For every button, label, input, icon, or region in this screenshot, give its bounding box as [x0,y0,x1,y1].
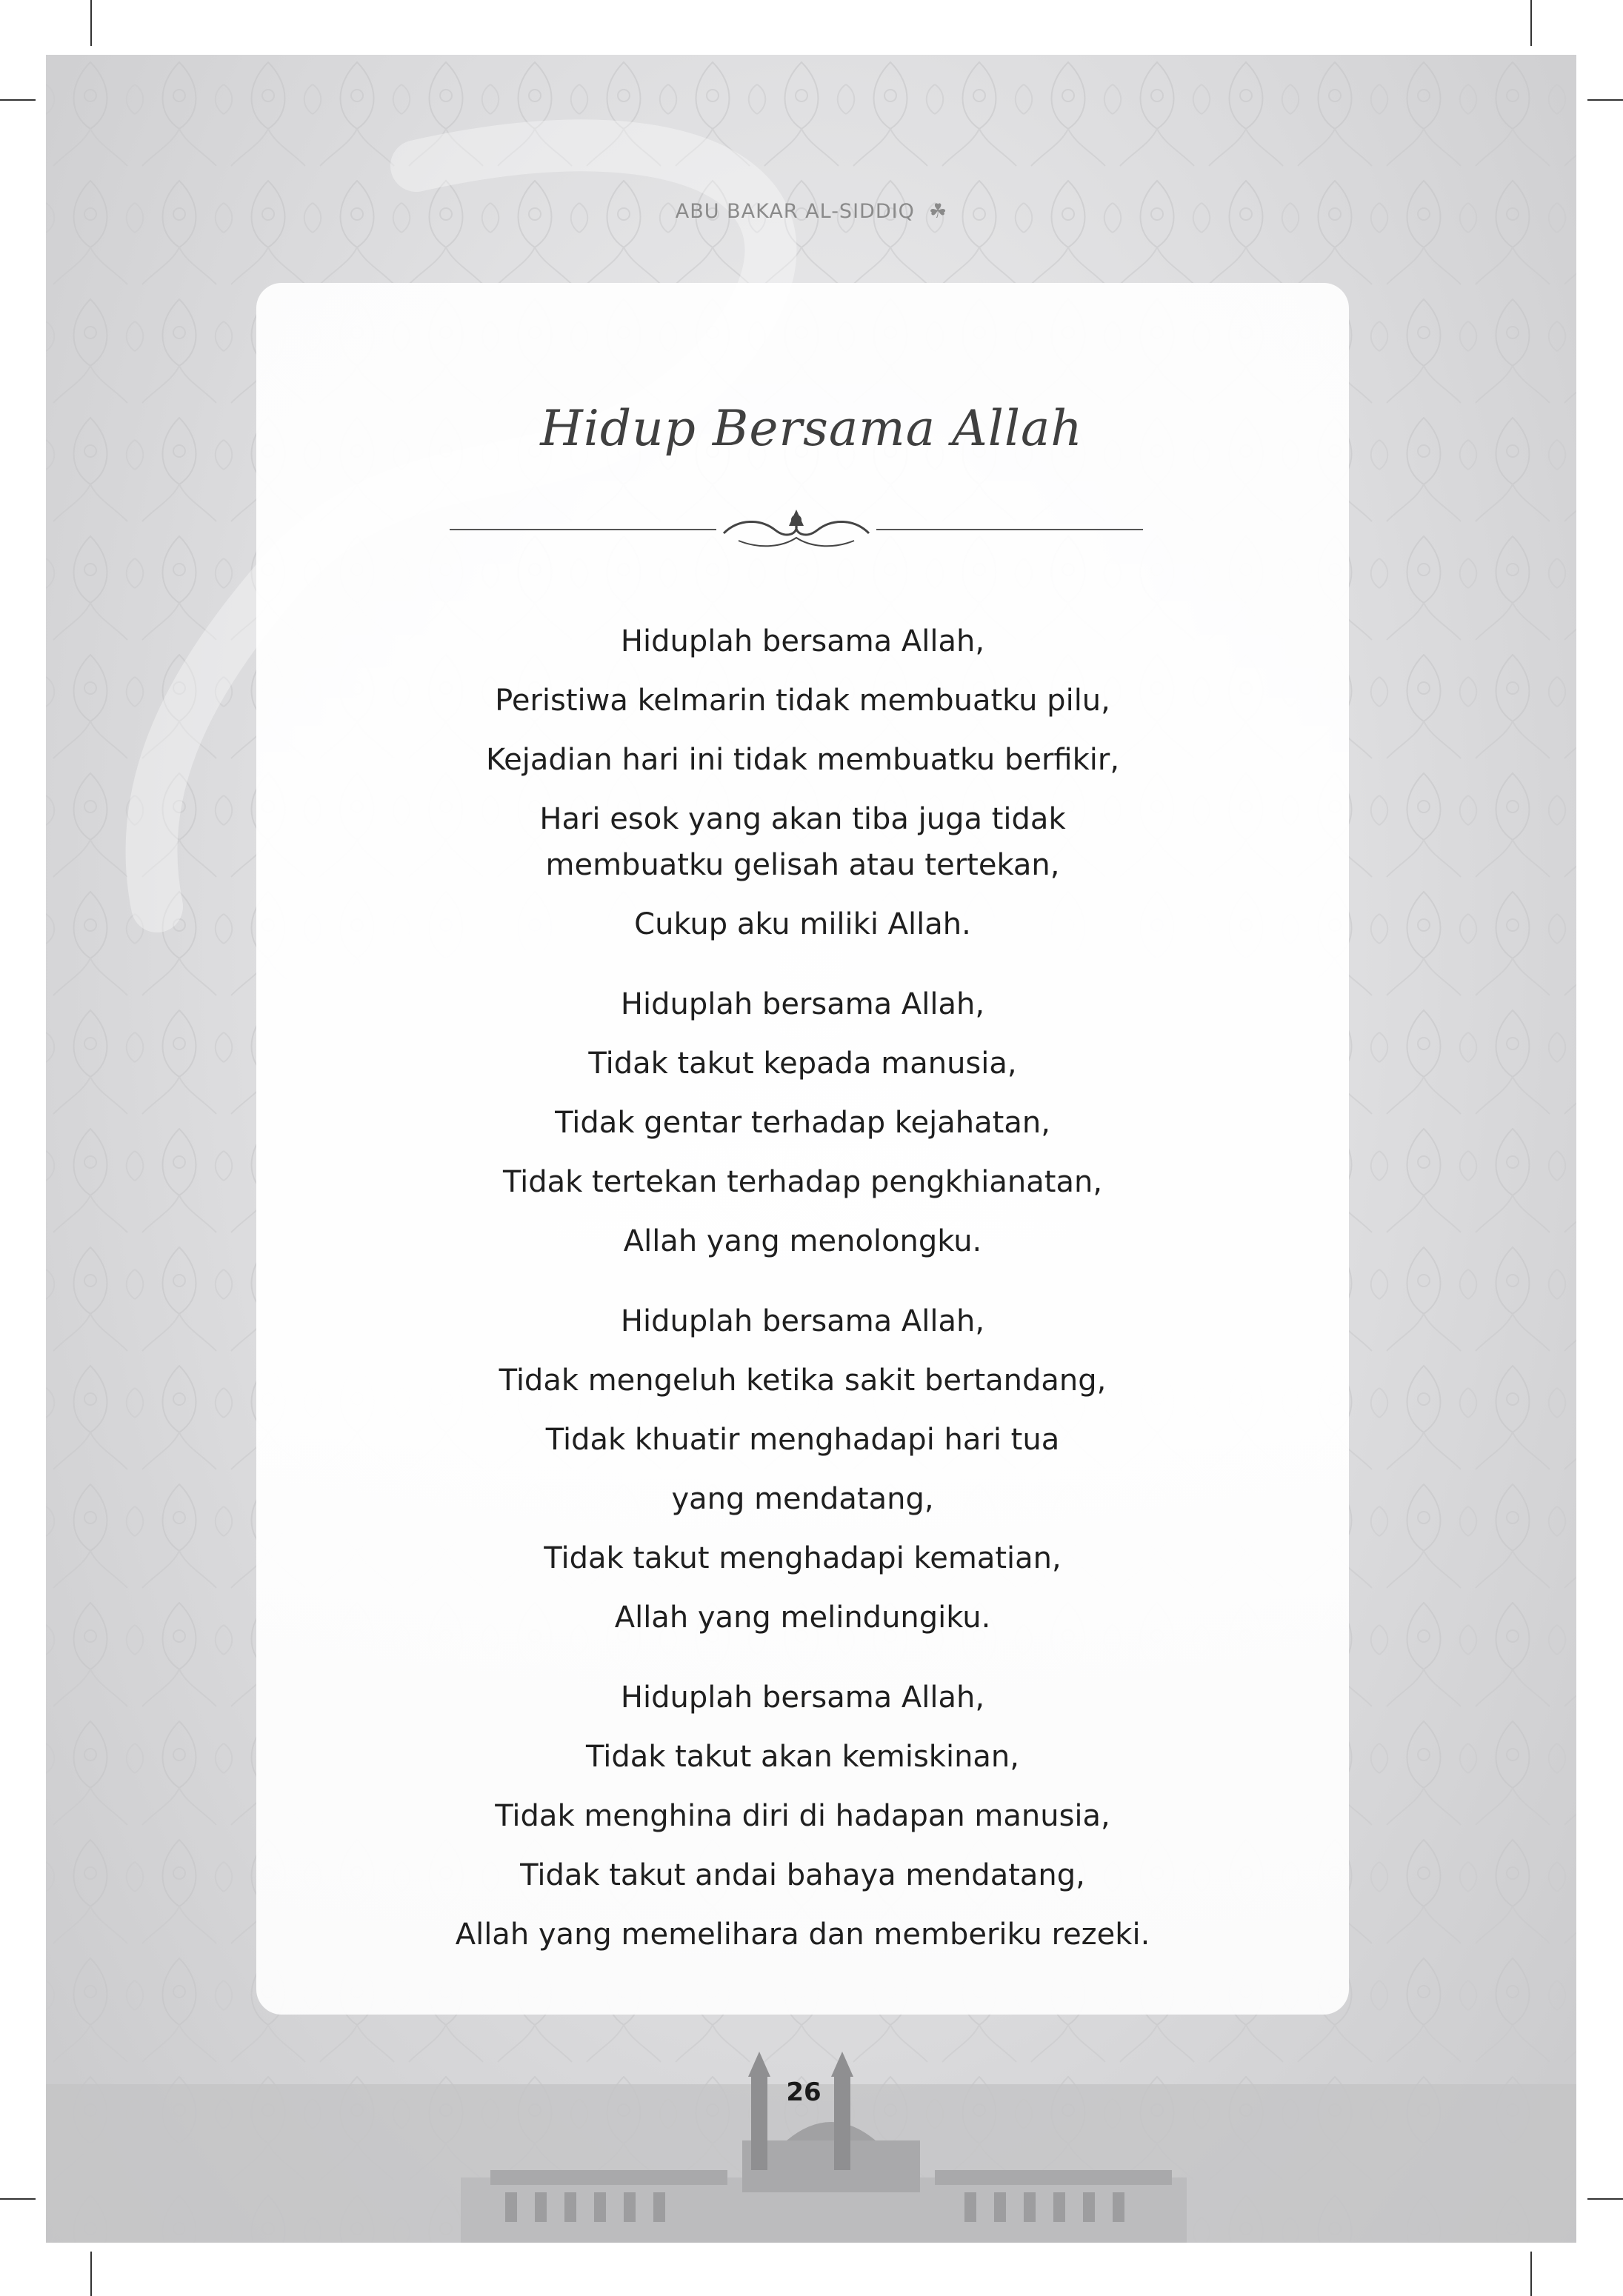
crop-mark [90,0,92,46]
page-number: 26 [786,2078,822,2107]
poem-line: Tidak takut kepada manusia, [588,1047,1017,1081]
ornament-divider [450,504,1143,555]
crop-mark [1530,0,1532,46]
running-header: ABU BAKAR AL-SIDDIQ ☘ [675,200,948,223]
poem-line: Hiduplah bersama Allah, [620,987,985,1021]
poem-line: Cukup aku miliki Allah. [634,907,971,941]
crop-mark [1587,2198,1623,2200]
stanza [256,1668,1349,1964]
crop-mark [0,2198,36,2200]
crop-mark [1530,2252,1532,2296]
stanza [256,612,1349,954]
crop-mark [90,2252,92,2296]
poem-line: Allah yang menolongku. [623,1224,982,1258]
poem-line: Peristiwa kelmarin tidak membuatku pilu, [495,684,1110,718]
poem-line: Hari esok yang akan tiba juga tidak membuatku gelisah atau tertekan, [539,802,1066,882]
poem-line: Tidak menghina diri di hadapan manusia, [495,1799,1110,1833]
poem-line: Allah yang memelihara dan memberiku rezeki. [455,1918,1150,1952]
poem-line: Hiduplah bersama Allah, [620,1304,985,1338]
poem-line: yang mendatang, [671,1482,934,1516]
poem-line: Allah yang melindungiku. [614,1601,991,1635]
poem-line: Tidak gentar terhadap kejahatan, [555,1106,1050,1140]
crop-mark [0,99,36,101]
poem-line: Hiduplah bersama Allah, [620,624,985,658]
poem-line: Tidak takut andai bahaya mendatang, [520,1858,1085,1892]
poem-line: Tidak khuatir menghadapi hari tua [545,1423,1060,1457]
poem-body [256,612,1349,1985]
poem-line: Tidak mengeluh ketika sakit bertandang, [499,1364,1107,1398]
poem-line: Tidak tertekan terhadap pengkhianatan, [502,1165,1103,1199]
page-title: Hidup Bersama Allah [540,400,1083,457]
poem-line: Tidak takut akan kemiskinan, [586,1740,1019,1774]
poem-line: Hiduplah bersama Allah, [620,1681,985,1715]
crop-mark [1587,99,1623,101]
poem-line: Tidak takut menghadapi kematian, [544,1541,1062,1575]
stanza [256,975,1349,1271]
poem-line: Kejadian hari ini tidak membuatku berfikir, [485,743,1120,777]
stanza [256,1292,1349,1647]
